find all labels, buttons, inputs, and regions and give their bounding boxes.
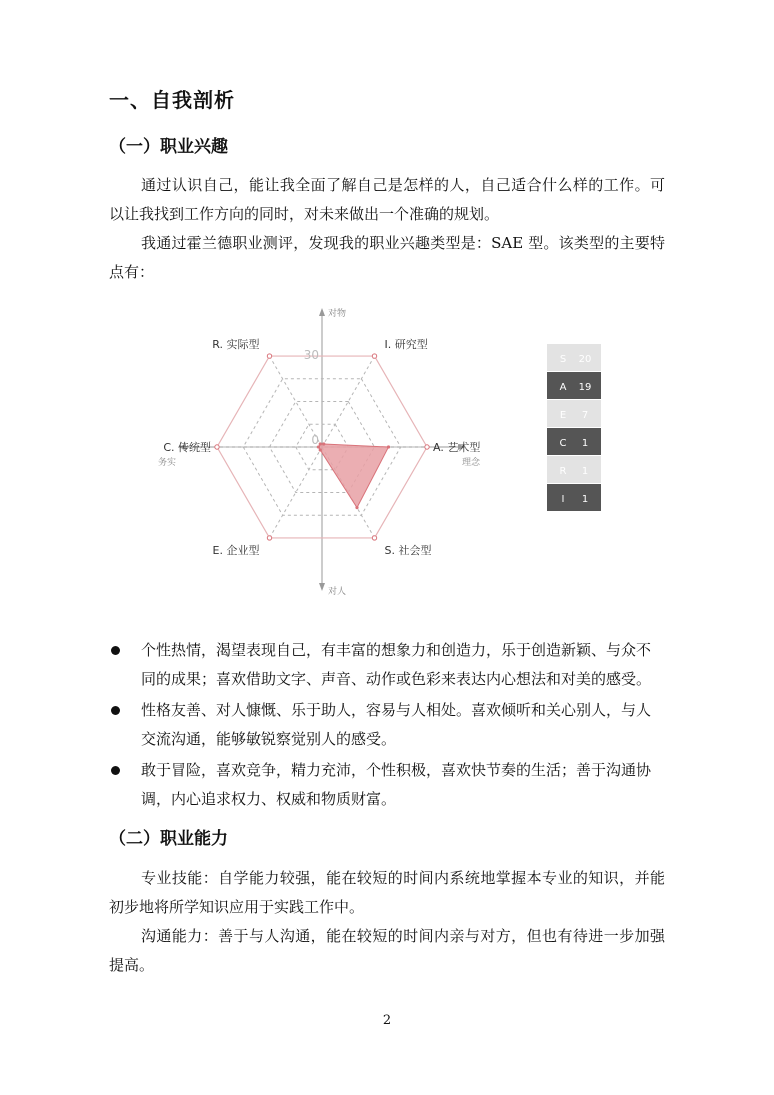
vertical-axis-arrow [319,308,325,316]
legend-value: 1 [581,438,589,449]
legend-value: 1 [581,494,589,505]
radar-data-point [322,442,325,445]
legend-value: 1 [581,466,589,477]
bullet-dot [111,646,120,655]
axis-pole-label: 对人 [328,587,347,597]
legend-box [547,484,601,511]
radar-vertex-dot [425,445,429,449]
paragraph-communication-skill: 沟通能力：善于与人沟通，能在较短的时间内亲与对方，但也有待进一步加强提高。 [109,927,665,974]
list-item [109,756,665,814]
radar-data-point [355,506,358,509]
radar-data-point [387,445,390,448]
paragraph-professional-skill: 专业技能：自学能力较强，能在较短的时间内系统地掌握本专业的知识，并能初步地将所学知识应用于实践工作中。 [109,869,665,916]
radar-tick-label: 30 [303,348,319,362]
legend-code: S [559,354,567,365]
legend-code: R [559,466,567,477]
bullet-dot [111,766,120,775]
paragraph-holland: 我通过霍兰德职业测评，发现我的职业兴趣类型是：SAE 型。该类型的主要特点有： [109,234,665,281]
legend-box [547,344,601,371]
radar-axis-label: R. 实际型 [212,338,260,352]
radar-data-area [319,444,389,508]
section-title-ability: （二）职业能力 [109,829,228,849]
radar-axis-label: A. 艺术型 [433,441,481,454]
radar-tick-label: 0 [311,433,319,447]
legend-box [547,372,601,399]
holland-radar-chart [140,292,620,612]
radar-axis-label: I. 研究型 [384,338,428,352]
radar-data-point [319,448,322,451]
paragraph-intro: 通过认识自己，能让我全面了解自己是怎样的人，自己适合什么样的工作。可以让我找到工作方向的同时，对未来做出一个准确的规划。 [109,176,665,223]
list-item-text: 个性热情，渴望表现自己，有丰富的想象力和创造力，乐于创造新颖、与众不同的成果；喜欢借助文字、声音、动作或色彩来表达内心想法和对美的感受。 [141,641,652,688]
list-item-text: 敢于冒险，喜欢竞争，精力充沛，个性积极，喜欢快节奏的生活；善于沟通协调，内心追求权力、权威和物质财富。 [141,761,652,808]
radar-data [317,442,390,509]
vertical-axis-arrow [319,583,325,591]
legend-code: C [559,438,567,449]
legend-code: I [561,494,565,505]
radar-data-point [319,442,322,445]
list-item [109,636,665,694]
legend-box [547,400,601,427]
axis-pole-label: 务实 [158,458,177,468]
axis-pole-label: 理念 [462,458,481,468]
list-item [109,696,665,754]
radar-vertex-dot [267,536,271,540]
page-number: 2 [382,1013,392,1028]
page-heading: 一、自我剖析 [109,88,235,112]
legend-code: E [559,410,567,421]
legend-box [547,456,601,483]
radar-axis-label: E. 企业型 [212,543,260,557]
bullet-dot [111,706,120,715]
radar-vertex-dot [215,445,219,449]
legend-value: 20 [578,354,592,365]
legend-value: 7 [581,410,589,421]
trait-list [109,636,665,816]
axis-pole-label: 对物 [328,309,347,319]
radar-labels [158,307,481,597]
radar-vertex-dot [372,354,376,358]
list-item-text: 性格友善、对人慷慨、乐于助人，容易与人相处。喜欢倾听和关心别人，与人交流沟通，能够敏锐察觉别人的感受。 [141,701,652,748]
legend-value: 19 [578,382,592,393]
radar-vertex-dot [267,354,271,358]
radar-axis-label: S. 社会型 [384,543,432,557]
legend-code: A [559,382,567,393]
section-title-interest: （一）职业兴趣 [109,137,228,157]
legend-box [547,428,601,455]
radar-vertex-dot [372,536,376,540]
score-legend [547,344,601,511]
radar-axis-label: C. 传统型 [163,441,211,454]
